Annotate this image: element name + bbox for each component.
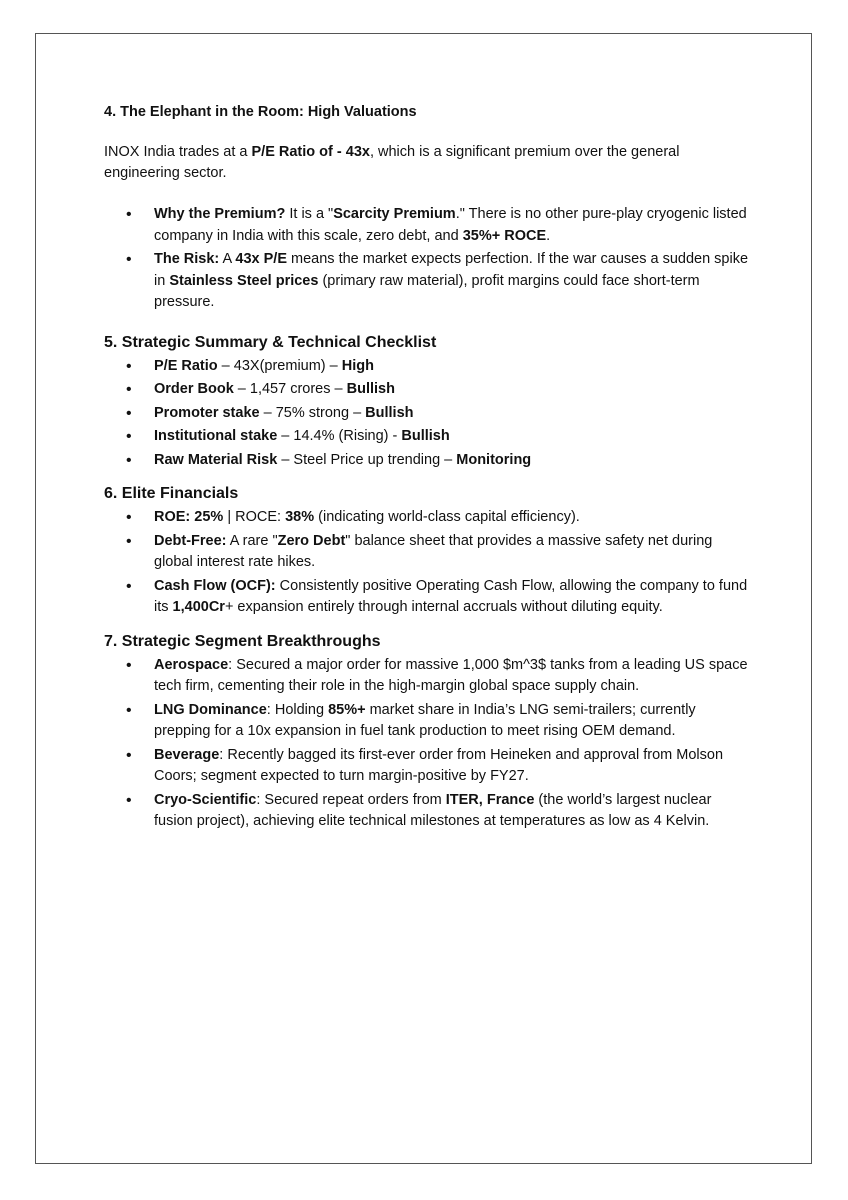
list-item	[104, 426, 754, 448]
bold-text: Debt-Free:	[154, 532, 227, 549]
list-item	[104, 745, 754, 788]
bullet-list	[104, 507, 754, 619]
text: , which is a significant premium over the general engineering sector.	[104, 144, 680, 181]
text: A rare "	[226, 532, 278, 549]
bold-text: High	[341, 357, 374, 374]
bold-text: ITER, France	[445, 791, 535, 808]
bold-text: Zero Debt	[277, 532, 346, 549]
bold-text: Monitoring	[456, 451, 532, 468]
text: A	[219, 251, 236, 267]
text: + expansion entirely through internal accruals without diluting equity.	[224, 599, 663, 615]
bold-text: 85%+	[328, 701, 366, 718]
text: – 75% strong –	[259, 404, 366, 421]
bold-text: LNG Dominance	[154, 701, 267, 718]
list-item	[104, 531, 754, 574]
text: – 14.4% (Rising) -	[277, 428, 402, 444]
document-content	[104, 104, 754, 847]
section-checklist	[104, 334, 754, 472]
text: | ROCE:	[223, 509, 286, 525]
list-item	[104, 450, 754, 472]
text: means the market expects perfection. If the war causes a sudden spike in	[154, 251, 749, 289]
text: – 43X(premium) –	[217, 357, 342, 374]
list-item	[104, 249, 754, 314]
list-item	[104, 790, 754, 833]
text: INOX India trades at a	[104, 144, 252, 160]
bullet-list	[104, 655, 754, 833]
text: – Steel Price up trending –	[277, 451, 457, 468]
intro-paragraph	[104, 142, 754, 184]
section-heading: 4. The Elephant in the Room: High Valuations	[104, 104, 417, 120]
bold-text: 43x P/E	[235, 251, 287, 267]
text: : Recently bagged its first-ever order from Heineken and approval from Molson Coors; segment expected to turn margin-positive by FY27.	[154, 746, 724, 784]
bold-text: Raw Material Risk	[154, 451, 278, 468]
bullet-list	[104, 356, 754, 472]
bold-text: Cryo-Scientific	[154, 791, 257, 808]
text: market share in India’s LNG semi-trailers; currently prepping for a 10x expansion in fuel tank production to meet rising OEM demand.	[154, 701, 696, 739]
list-item	[104, 356, 754, 378]
bold-text: Institutional stake	[154, 428, 278, 444]
text: : Secured a major order for massive 1,000 $m^3$ tanks from a leading US space tech firm, cementing their role in the high-margin global space supply chain.	[154, 656, 748, 694]
list-item	[104, 403, 754, 425]
section-segments	[104, 633, 754, 833]
bullet-list	[104, 204, 754, 314]
text: (primary raw material), profit margins could face short-term pressure.	[154, 272, 700, 310]
bold-text: Cash Flow (OCF):	[154, 577, 276, 594]
list-item	[104, 576, 754, 619]
text: : Holding	[266, 701, 329, 718]
bold-text: The Risk:	[154, 251, 220, 267]
section-heading: 6. Elite Financials	[104, 485, 239, 502]
text: It is a "	[285, 206, 334, 222]
bold-text: Bullish	[401, 428, 450, 444]
list-item	[104, 700, 754, 743]
text: Consistently positive Operating Cash Flow, allowing the company to fund its	[154, 577, 748, 615]
bold-text: Scarcity Premium	[333, 206, 456, 222]
bold-text: 1,400Cr	[172, 599, 225, 615]
bold-text: 35%+ ROCE	[462, 227, 547, 244]
bold-text: Order Book	[154, 381, 234, 397]
text: (indicating world-class capital efficiency).	[314, 509, 580, 525]
text: ." There is no other pure-play cryogenic listed company in India with this scale, zero debt, and	[154, 206, 747, 244]
bold-text: P/E Ratio of - 43x	[251, 144, 370, 160]
bold-text: Promoter stake	[154, 404, 260, 421]
text: (the world’s largest nuclear fusion project), achieving elite technical milestones at temperatures as low as 4 Kelvin.	[154, 791, 712, 829]
section-financials	[104, 485, 754, 619]
list-item	[104, 204, 754, 247]
list-item	[104, 655, 754, 698]
section-heading: 7. Strategic Segment Breakthroughs	[104, 632, 381, 650]
bold-text: Bullish	[365, 404, 414, 421]
bold-text: P/E Ratio	[154, 357, 218, 374]
bold-text: Beverage	[154, 746, 220, 763]
bold-text: Aerospace	[154, 656, 229, 673]
list-item	[104, 379, 754, 401]
bold-text: Why the Premium?	[154, 206, 286, 222]
bold-text: 38%	[285, 509, 315, 525]
list-item	[104, 507, 754, 529]
text: .	[546, 227, 551, 244]
section-valuations	[104, 104, 754, 314]
bold-text: Stainless Steel prices	[169, 272, 319, 289]
bold-text: ROE: 25%	[154, 509, 224, 525]
text: – 1,457 crores –	[233, 381, 347, 397]
section-heading: 5. Strategic Summary & Technical Checklist	[104, 333, 437, 351]
text: " balance sheet that provides a massive safety net during global interest rate hikes.	[154, 532, 713, 570]
bold-text: Bullish	[346, 381, 395, 397]
text: : Secured repeat orders from	[256, 791, 446, 808]
